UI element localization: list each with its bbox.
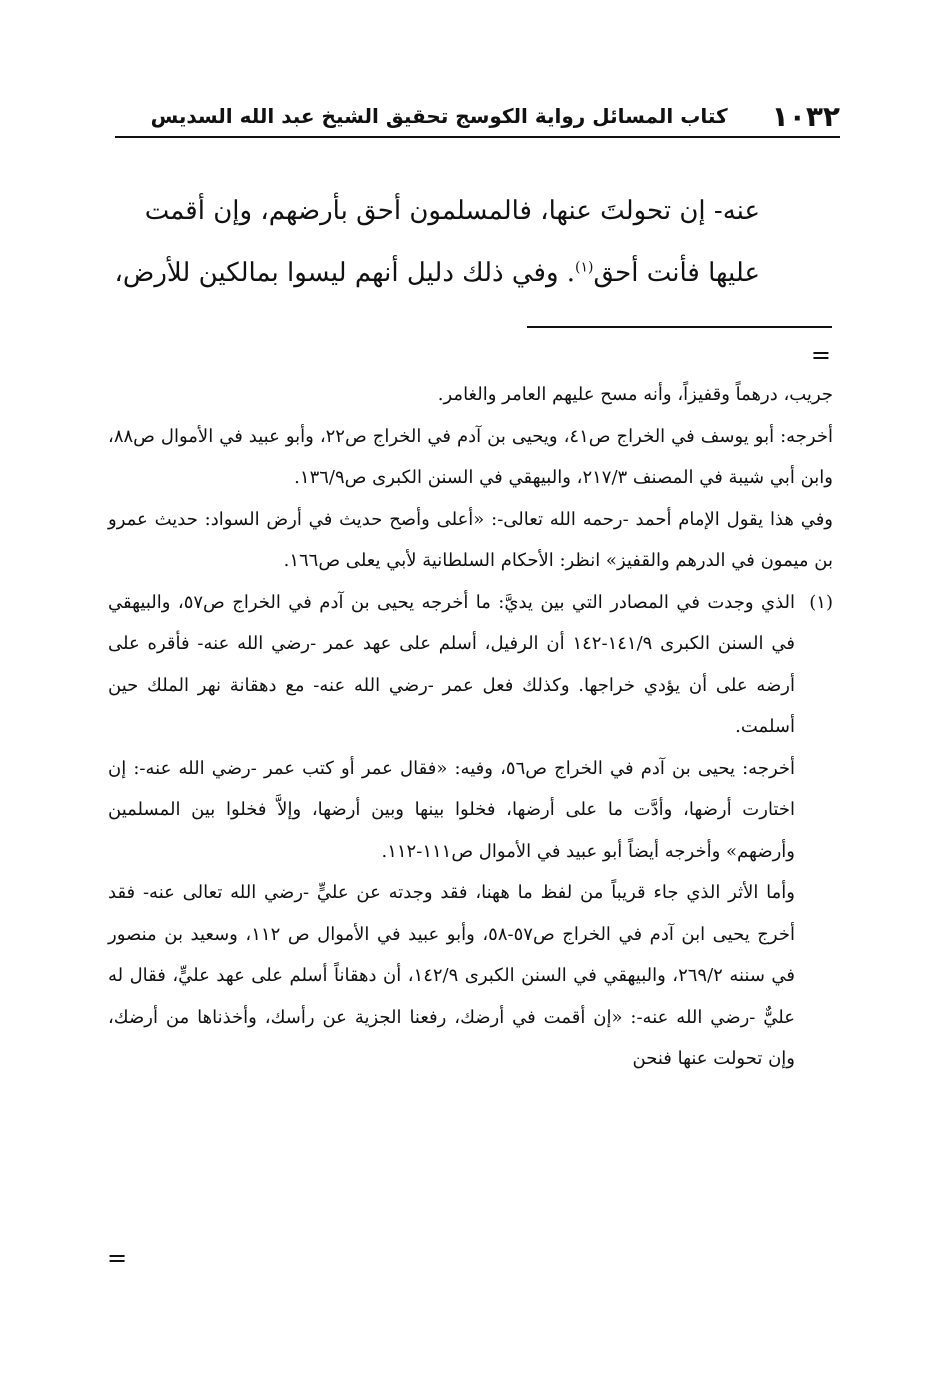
footnote-marker: (١) xyxy=(809,591,833,613)
running-title: كتاب المسائل رواية الكوسج تحقيق الشيخ عبد الله السديس xyxy=(150,104,728,128)
main-text xyxy=(110,180,760,304)
main-text-segment: . وفي ذلك دليل أنهم ليسوا بمالكين للأرض، xyxy=(114,258,576,288)
footnote-1 xyxy=(108,582,833,1080)
footnotes xyxy=(108,374,833,1080)
footnote-paragraph: وأما الأثر الذي جاء قريباً من لفظ ما ههنا، فقد وجدته عن عليٍّ -رضي الله تعالى عنه- فقد أخرج يحيى ابن آدم في الخراج ص٥٧-٥٨، وأبو عبيد في الأموال ص ١١٢، وسعيد بن منصور في سننه ٢٦٩/٢، والبيهقي في السنن الكبرى ١٤٢/٩، أن دهقاناً أسلم على عهد عليٍّ، فقال له عليٌّ -رضي الله عنه-: «إن أقمت في أرضك، رفعنا الجزية عن رأسك، وأخذناها من أرضك، وإن تحولت عنها فنحن xyxy=(108,882,795,1069)
continuation-mark-bottom: = xyxy=(107,1244,128,1272)
continued-footnote xyxy=(108,374,833,582)
footnote-paragraph: الذي وجدت في المصادر التي بين يديَّ: ما أخرجه يحيى بن آدم في الخراج ص٥٧، والبيهقي في السنن الكبرى ١٤١/٩-١٤٢ أن الرفيل، أسلم على عهد عمر -رضي الله عنه- فأقره على أرضه على أن يؤدي خراجها. وكذلك فعل عمر -رضي الله عنه- مع دهقانة نهر الملك حين أسلمت. xyxy=(108,591,795,737)
main-text-line-2 xyxy=(110,242,760,304)
footnote-paragraph: جريب، درهماً وقفيزاً، وأنه مسح عليهم العامر والغامر. xyxy=(437,384,833,405)
footnote-paragraph: وفي هذا يقول الإمام أحمد -رحمه الله تعالى-: «أعلى وأصح حديث في أرض السواد: حديث عمرو بن ميمون في الدرهم والقفيز» انظر: الأحكام السلطانية لأبي يعلى ص١٦٦. xyxy=(108,508,833,571)
footnote-paragraph: أخرجه: أبو يوسف في الخراج ص٤١، ويحيى بن آدم في الخراج ص٢٢، وأبو عبيد في الأموال ص٨٨، وابن أبي شيبة في المصنف ٢١٧/٣، والبيهقي في السنن الكبرى ص١٣٦/٩. xyxy=(108,425,833,488)
page-number: ١٠٣٢ xyxy=(771,99,840,133)
page-header xyxy=(115,96,840,138)
footnote-body xyxy=(108,582,795,1080)
main-text-line-1: عنه- إن تحولتَ عنها، فالمسلمون أحق بأرضهم، وإن أقمت xyxy=(144,196,760,226)
continuation-mark-top: = xyxy=(810,341,831,369)
footnote-reference: (١) xyxy=(575,259,594,276)
footnote-paragraph: أخرجه: يحيى بن آدم في الخراج ص٥٦، وفيه: «فقال عمر أو كتب عمر -رضي الله عنه-: إن اختارت أرضها، وأدَّت ما على أرضها، فخلوا بينها وبين أرضها، وإلاَّ فخلوا بين المسلمين وأرضهم» وأخرجه أيضاً أبو عبيد في الأموال ص١١١-١١٢. xyxy=(108,757,796,862)
main-text-segment: عليها فأنت أحق xyxy=(593,258,760,288)
footnote-separator xyxy=(527,326,832,328)
